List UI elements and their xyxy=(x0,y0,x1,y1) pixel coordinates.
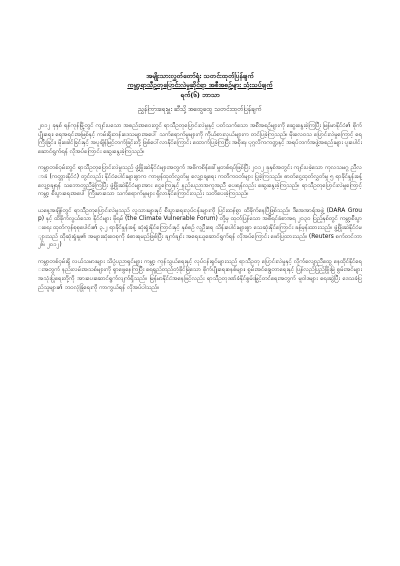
paragraph-4: ကမ္ဘာတစ်ဝှမ်းရှိ လယ်သမားများ သိပ္ပံပညာရှင်များ ကမ္ဘာ့ ကုန်သွယ်ရေးနှင့် လုပ်ငန်းရှင်များသည် ရာသီဥတု ပြောင်းလဲမှုနှင့် လိုက်လျောညီထွေ နေထိုင်နိုင်ရေးအတွက် နည်းလမ်းအသစ်များကို ရှာဖွေနေကြပြီး ရေရှည်တည်တံ့ခိုင်မြဲသော စိုက်ပျိုးရေးစနစ်များ၊ စွမ်းအင်ချွေတာရေးနှင့် ပြန်လည်ပြည့်ဖြိုးမြဲ စွမ်းအင်များ အသုံးပြုရေးတို့ကို အားပေးဆောင်ရွက်လျက်ရှိသည်။ မြန်မာနိုင်ငံအနေဖြင့်လည်း ရာသီဥတုဒဏ်ခံနိုင်စွမ်းမြှင့်တင်ရေးအတွက် မူဝါဒများ ရေးဆွဲပြီး ဒေသခံပြည်သူများ၏ ဘဝလုံခြုံရေးကို ကာကွယ်ရန် လိုအပ်ပါသည်။ xyxy=(38,258,362,291)
document-subtitle: ညွှန်ကြားရေးမှူး ဆီသို့ အထွေထွေ သတင်းထုတ်ပြန်ချက် xyxy=(138,106,262,113)
paragraph-2: ကမ္ဘာတစ်ဝှမ်းတွင် ရာသီဥတုပြောင်းလဲမှုသည် ဖွံ့ဖြိုးဆဲနိုင်ငံများအတွက် အဓိကစိန်ခေါ်မှုတစ်ရပ်ဖြစ်ပြီး ၂၀၁၂ ခုနှစ်အတွင်း ကျင်းပခဲ့သော ကုလသမဂ္ဂ ညီလာခံ (ကတ္တားနိုင်ငံ) တွင်လည်း နိုင်ငံပေါင်းများစွာက ကာဗွန်ထုတ်လွှတ်မှု လျှော့ချရေး ကတိကဝတ်များ ပြုခဲ့ကြသည်။ ဓာတ်ငွေ့ထုတ်လွှတ်မှု ၅ ရာခိုင်နှုန်းခန့် လျှော့ချရန် သဘောတူညီခဲ့ကြပြီး ဖွံ့ဖြိုးဆဲနိုင်ငံများအား ငွေကြေးနှင့် နည်းပညာအကူအညီ ပေးရန်လည်း ဆွေးနွေးခဲ့ကြသည်။ ရာသီဥတုပြောင်းလဲမှုကြောင့် ကမ္ဘာ့ စီးပွားရေးအပေါ် ကြီးမားသော သက်ရောက်မှုများ ရှိလာနိုင်ကြောင်းလည်း သတိပေးခဲ့ကြသည်။ xyxy=(38,165,362,198)
document-date-line: ရက်(၆) ဘာသာ xyxy=(180,91,220,99)
document-heading-line-1: အမျိုးသားလွှတ်တော်ရုံး သတင်းထုတ်ပြန်ချက် xyxy=(146,72,254,80)
paragraph-1: ၂၀၁၂ ခုနှစ် ရန်ကုန်မြို့တွင် ကျင်းပသော အစည်းအဝေးတွင် ရာသီဥတုပြောင်းလဲမှုနှင့် ပတ်သက်သော အစီအစဉ်များကို ဆွေးနွေးခဲ့ကြပြီး မြန်မာနိုင်ငံ၏ စိုက်ပျိုးရေး၊ ရေအရင်းအမြစ်နှင့် ကမ်းရိုးတန်းဒေသများအပေါ် သက်ရောက်မှုများကို ကိုယ်စားလှယ်များက တင်ပြခဲ့ကြသည်။ မိုးလေဝသ ပြောင်းလဲမှုကြောင့် ရေကြီးခြင်း၊ မိုးခေါင်ခြင်းနှင့် အပူချိန်မြင့်တက်ခြင်းတို့ ဖြစ်ပေါ်လာနိုင်ကြောင်း ထောက်ပြခဲ့ကြပြီး အစိုးရ၊ ပုဂ္ဂလိကကဏ္ဍနှင့် အရပ်ဘက်အဖွဲ့အစည်းများ ပူးပေါင်းဆောင်ရွက်ရန် လိုအပ်ကြောင်း ဆွေးနွေးခဲ့ကြသည်။ xyxy=(38,123,362,155)
paragraph-3: ယနေ့အချိန်တွင် ရာသီဥတုပြောင်းလဲမှုသည် လူသားများနှင့် စီးပွားရေးလုပ်ငန်းများကို ပြင်းထန်စွာ ထိခိုက်နေပြီဖြစ်သည်။ ဒီအေအာရ်အဖွဲ့ (DARA Group) နှင့် ထိခိုက်လွယ်သော နိုင်ငံများ ဖိုရမ် (the Climate Vulnerable Forum) တို့မှ ထုတ်ပြန်သော အစီရင်ခံစာအရ ၂၀၃၀ ပြည့်နှစ်တွင် ကမ္ဘာ့စီးပွားရေး ထုတ်ကုန်စုစုပေါင်း၏ ၃.၂ ရာခိုင်နှုန်းခန့် ဆုံးရှုံးနိုင်ကြောင်းနှင့် နှစ်စဉ် လူဦးရေ သိန်းပေါင်းများစွာ သေဆုံးနိုင်ကြောင်း ခန့်မှန်းထားသည်။ ဖွံ့ဖြိုးဆဲနိုင်ငံများသည် ထိုဆုံးရှုံးမှု၏ အများဆုံးဝေစုကို ခံစားရမည်ဖြစ်ပြီး ချက်ချင်း အရေးယူဆောင်ရွက်ရန် လိုအပ်ကြောင်း ဖော်ပြထားသည်။ (Reuters စက်တင်ဘာ ၂၆၊ ၂၀၁၂) xyxy=(38,207,362,249)
document-heading-line-2: ကမ္ဘာ့ရာသီဥတုပြောင်းလဲမှုဆိုင်ရာ အစီအစဉ်များ သုံးသပ်ချက် xyxy=(127,81,273,89)
